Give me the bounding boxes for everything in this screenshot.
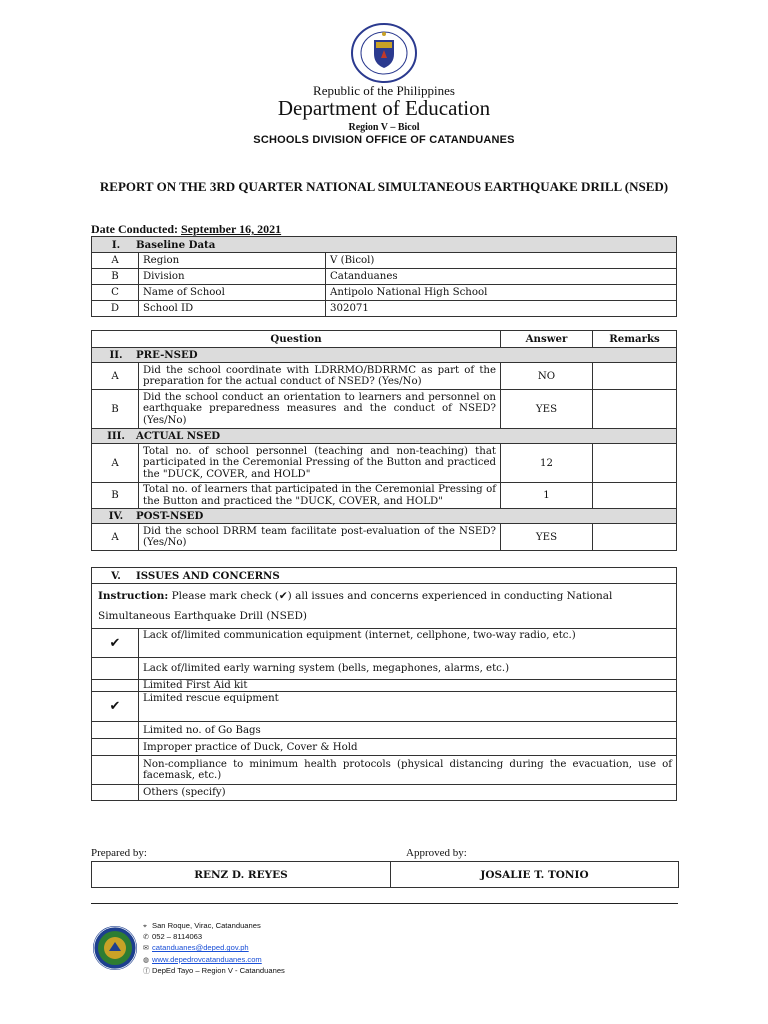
issue-text: Improper practice of Duck, Cover & Hold <box>139 739 677 756</box>
issue-row <box>92 739 677 756</box>
question-text: Did the school DRRM team facilitate post-evaluation of the NSED? (Yes/No) <box>139 524 501 551</box>
issue-checkbox[interactable]: ✔ <box>92 629 139 658</box>
issue-checkbox[interactable]: ✔ <box>92 692 139 722</box>
table-row <box>92 301 677 317</box>
issue-checkbox[interactable] <box>92 785 139 801</box>
table-row <box>92 363 677 390</box>
remarks-cell <box>593 524 677 551</box>
section-number: III. <box>107 430 125 442</box>
instruction-label: Instruction: <box>98 590 169 602</box>
issues-table <box>91 567 677 801</box>
actual-nsed-section-header <box>92 429 677 444</box>
row-letter: A <box>92 524 139 551</box>
report-title: REPORT ON THE 3RD QUARTER NATIONAL SIMULTANEOUS EARTHQUAKE DRILL (NSED) <box>99 179 669 194</box>
row-letter: A <box>92 253 139 269</box>
question-text: Did the school coordinate with LDRRMO/BDRRMC as part of the preparation for the actual conduct of NSED? (Yes/No) <box>139 363 501 390</box>
phone-icon: ✆ <box>143 934 149 942</box>
region-heading: Region V – Bicol <box>348 122 420 133</box>
questions-header-row <box>92 331 677 348</box>
email-icon: ✉ <box>143 945 149 953</box>
signatures-table <box>91 861 679 888</box>
baseline-section-header <box>92 237 677 253</box>
address-line <box>143 921 285 932</box>
table-row <box>92 390 677 429</box>
division-office-heading: SCHOOLS DIVISION OFFICE OF CATANDUANES <box>253 134 515 146</box>
department-heading: Department of Education <box>277 96 491 120</box>
section-number: IV. <box>108 510 124 522</box>
phone-text: 052 – 8114063 <box>152 932 203 942</box>
section-title: ACTUAL NSED <box>136 430 221 442</box>
table-row <box>92 269 677 285</box>
table-row <box>92 253 677 269</box>
issue-row <box>92 658 677 680</box>
issue-text: Non-compliance to minimum health protocols (physical distancing during the evacuation, use of facemask, etc.) <box>139 756 677 785</box>
row-letter: A <box>92 363 139 390</box>
address-text: San Roque, Virac, Catanduanes <box>152 921 261 930</box>
section-number: I. <box>111 238 121 251</box>
section-number: II. <box>109 349 123 361</box>
row-letter: B <box>92 269 139 285</box>
issue-checkbox[interactable] <box>92 722 139 739</box>
location-pin-icon: ⌖ <box>143 923 147 930</box>
answer-cell: NO <box>501 363 593 390</box>
date-value: September 16, 2021 <box>181 222 282 236</box>
prepared-by-name: RENZ D. REYES <box>92 862 391 888</box>
row-label: Division <box>139 269 326 285</box>
issues-section-header <box>92 568 677 584</box>
section-number: V. <box>111 569 121 582</box>
website-link[interactable]: www.depedrovcatanduanes.com <box>152 954 262 964</box>
answer-cell: 12 <box>501 444 593 483</box>
row-value: Catanduanes <box>326 269 677 285</box>
facebook-text: DepEd Tayo – Region V - Catanduanes <box>152 965 285 975</box>
issue-text: Limited rescue equipment <box>139 692 677 722</box>
email-line <box>143 943 285 954</box>
table-row <box>92 285 677 301</box>
remarks-cell <box>593 363 677 390</box>
column-header-question: Question <box>92 331 501 348</box>
remarks-cell <box>593 444 677 483</box>
row-value: 302071 <box>326 301 677 317</box>
questions-table <box>91 330 677 551</box>
issue-text: Limited no. of Go Bags <box>139 722 677 739</box>
answer-cell: 1 <box>501 483 593 509</box>
issue-row <box>92 722 677 739</box>
phone-line <box>143 932 285 943</box>
republic-heading: Republic of the Philippines <box>313 83 455 98</box>
deped-seal-logo <box>350 22 418 84</box>
table-row <box>92 524 677 551</box>
issue-checkbox[interactable] <box>92 658 139 680</box>
approved-by-name: JOSALIE T. TONIO <box>391 862 679 888</box>
row-letter: B <box>92 390 139 429</box>
issue-row <box>92 692 677 722</box>
row-value: Antipolo National High School <box>326 285 677 301</box>
approved-by-label: Approved by: <box>406 847 467 859</box>
section-title: PRE-NSED <box>136 349 198 361</box>
issue-text: Limited First Aid kit <box>139 680 677 692</box>
footer-contacts <box>143 921 285 977</box>
division-office-logo <box>92 925 138 971</box>
email-link[interactable]: catanduanes@deped.gov.ph <box>152 943 249 953</box>
issue-checkbox[interactable] <box>92 756 139 785</box>
issue-row <box>92 680 677 692</box>
facebook-icon: ⓕ <box>143 967 150 975</box>
answer-cell: YES <box>501 524 593 551</box>
baseline-table <box>91 236 677 317</box>
column-header-answer: Answer <box>501 331 593 348</box>
row-label: Region <box>139 253 326 269</box>
section-title: ISSUES AND CONCERNS <box>136 569 280 582</box>
row-value: V (Bicol) <box>326 253 677 269</box>
date-label: Date Conducted: <box>91 222 178 236</box>
row-label: Name of School <box>139 285 326 301</box>
post-nsed-section-header <box>92 509 677 524</box>
issue-text: Lack of/limited communication equipment (internet, cellphone, two-way radio, etc.) <box>139 629 677 658</box>
question-text: Total no. of school personnel (teaching and non-teaching) that participated in the Ceremonial Pressing of the Button and practiced the "DUCK, COVER, and HOLD" <box>139 444 501 483</box>
remarks-cell <box>593 483 677 509</box>
column-header-remarks: Remarks <box>593 331 677 348</box>
issue-text: Others (specify) <box>139 785 677 801</box>
table-row <box>92 444 677 483</box>
website-line <box>143 955 285 966</box>
issue-row <box>92 756 677 785</box>
row-letter: A <box>92 444 139 483</box>
table-row <box>92 483 677 509</box>
issue-checkbox[interactable] <box>92 739 139 756</box>
pre-nsed-section-header <box>92 348 677 363</box>
question-text: Did the school conduct an orientation to learners and personnel on earthquake preparedness measures and the conduct of NSED? (Yes/No) <box>139 390 501 429</box>
instruction-row <box>92 584 677 629</box>
row-letter: B <box>92 483 139 509</box>
row-letter: D <box>92 301 139 317</box>
row-label: School ID <box>139 301 326 317</box>
issue-checkbox[interactable] <box>92 680 139 692</box>
question-text: Total no. of learners that participated in the Ceremonial Pressing of the Button and practiced the "DUCK, COVER, and HOLD" <box>139 483 501 509</box>
facebook-line <box>143 966 285 977</box>
answer-cell: YES <box>501 390 593 429</box>
date-conducted <box>91 222 281 237</box>
issue-row <box>92 629 677 658</box>
issue-text: Lack of/limited early warning system (bells, megaphones, alarms, etc.) <box>139 658 677 680</box>
section-title: Baseline Data <box>136 238 216 251</box>
prepared-by-label: Prepared by: <box>91 847 147 859</box>
row-letter: C <box>92 285 139 301</box>
globe-icon: ◍ <box>143 956 150 964</box>
remarks-cell <box>593 390 677 429</box>
issue-row <box>92 785 677 801</box>
section-title: POST-NSED <box>136 510 204 522</box>
footer-divider <box>91 903 678 904</box>
instruction-text: Please mark check (✔) all issues and concerns experienced in conducting National Simultaneous Earthquake Drill (NSED) <box>98 590 613 622</box>
